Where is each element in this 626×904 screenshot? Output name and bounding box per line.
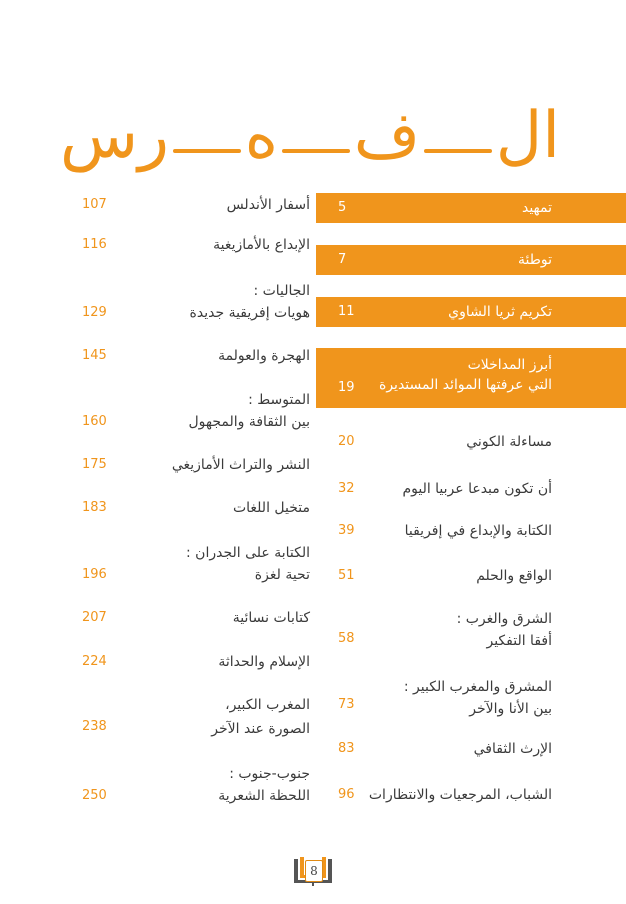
toc-entry-label: الشرق والغرب : [456, 611, 552, 627]
toc-entry-page: 7 [338, 252, 347, 267]
title-letter: ا [542, 99, 560, 173]
toc-entry-page: 58 [338, 631, 355, 646]
toc-entry-page: 73 [338, 697, 355, 712]
toc-entry-label: الإبداع بالأمازيغية [213, 237, 310, 253]
title-letter: س [59, 99, 139, 173]
toc-entry-page: 196 [82, 567, 107, 582]
toc-entry-label: المشرق والمغرب الكبير : [403, 679, 552, 695]
toc-entry-page: 175 [82, 457, 107, 472]
toc-entry-label: الشباب، المرجعيات والانتظارات [368, 787, 552, 803]
toc-entry-page: 224 [82, 654, 107, 669]
toc-entry-page: 19 [338, 380, 355, 395]
toc-entry-page: 5 [338, 200, 347, 215]
toc-entry-label: الجاليات : [253, 283, 310, 299]
page-number: 8 [305, 860, 323, 882]
toc-entry-label: النشر والتراث الأمازيغي [171, 457, 310, 473]
toc-entry-page: 96 [338, 787, 355, 802]
toc-entry-label: التي عرفتها الموائد المستديرة [379, 377, 552, 393]
title-kashida [173, 149, 241, 153]
toc-entry-page: 183 [82, 500, 107, 515]
toc-entry-page: 207 [82, 610, 107, 625]
toc-entry-highlighted[interactable] [316, 297, 626, 327]
toc-entry-label: الكتابة على الجدران : [186, 545, 310, 561]
toc-entry-page: 116 [82, 237, 107, 252]
toc-entry-label: متخيل اللغات [232, 500, 310, 516]
page-title [60, 96, 560, 176]
title-letter: ف [353, 99, 421, 173]
toc-entry-label: المغرب الكبير، [225, 697, 310, 713]
title-letter: ر [138, 99, 170, 173]
toc-entry-page: 145 [82, 348, 107, 363]
toc-entry-label: أبرز المداخلات [467, 357, 552, 373]
title-letter: ل [495, 99, 543, 173]
title-letter: ه [244, 99, 279, 173]
toc-entry-label: كتابات نسائية [232, 610, 310, 626]
toc-entry-page: 238 [82, 719, 107, 734]
toc-entry-label: الكتابة والإبداع في إفريقيا [404, 523, 552, 539]
toc-entry-page: 11 [338, 304, 355, 319]
toc-entry-page: 39 [338, 523, 355, 538]
toc-entry-label: تمهيد [521, 200, 552, 216]
toc-entry-label: الواقع والحلم [476, 568, 552, 584]
toc-entry-label: هويات إفريقية جديدة [189, 305, 310, 321]
toc-entry-page: 107 [82, 197, 107, 212]
toc-entry-label: أن تكون مبدعا عربيا اليوم [402, 481, 552, 497]
toc-entry-label: جنوب-جنوب : [229, 766, 310, 782]
toc-entry-page: 32 [338, 481, 355, 496]
toc-entry-label: بين الأنا والآخر [469, 701, 552, 717]
toc-entry-label: الإسلام والحداثة [218, 654, 310, 670]
toc-entry-page: 83 [338, 741, 355, 756]
toc-entry-label: أسفار الأندلس [226, 197, 310, 213]
toc-entry-label: تحية لغزة [254, 567, 310, 583]
toc-entry-highlighted[interactable] [316, 348, 626, 408]
toc-entry-page: 20 [338, 434, 355, 449]
toc-entry-label: المتوسط : [248, 392, 310, 408]
toc-entry-page: 250 [82, 788, 107, 803]
title-kashida [282, 149, 350, 153]
toc-entry-page: 129 [82, 305, 107, 320]
toc-entry-highlighted[interactable] [316, 245, 626, 275]
toc-entry-label: مساءلة الكوني [466, 434, 552, 450]
toc-entry-label: أفقا التفكير [486, 633, 552, 649]
toc-entry-page: 51 [338, 568, 355, 583]
toc-entry-label: تكريم ثريا الشاوي [448, 304, 552, 320]
toc-entry-label: الصورة عند الآخر [211, 721, 310, 737]
title-kashida [424, 149, 492, 153]
toc-entry-label: توطئة [517, 252, 552, 268]
toc-entry-label: الإرث الثقافي [473, 741, 552, 757]
toc-entry-page: 160 [82, 414, 107, 429]
toc-entry-label: الهجرة والعولمة [218, 348, 310, 364]
toc-entry-highlighted[interactable] [316, 193, 626, 223]
toc-entry-label: بين الثقافة والمجهول [188, 414, 310, 430]
toc-entry-label: اللحظة الشعرية [218, 788, 310, 804]
